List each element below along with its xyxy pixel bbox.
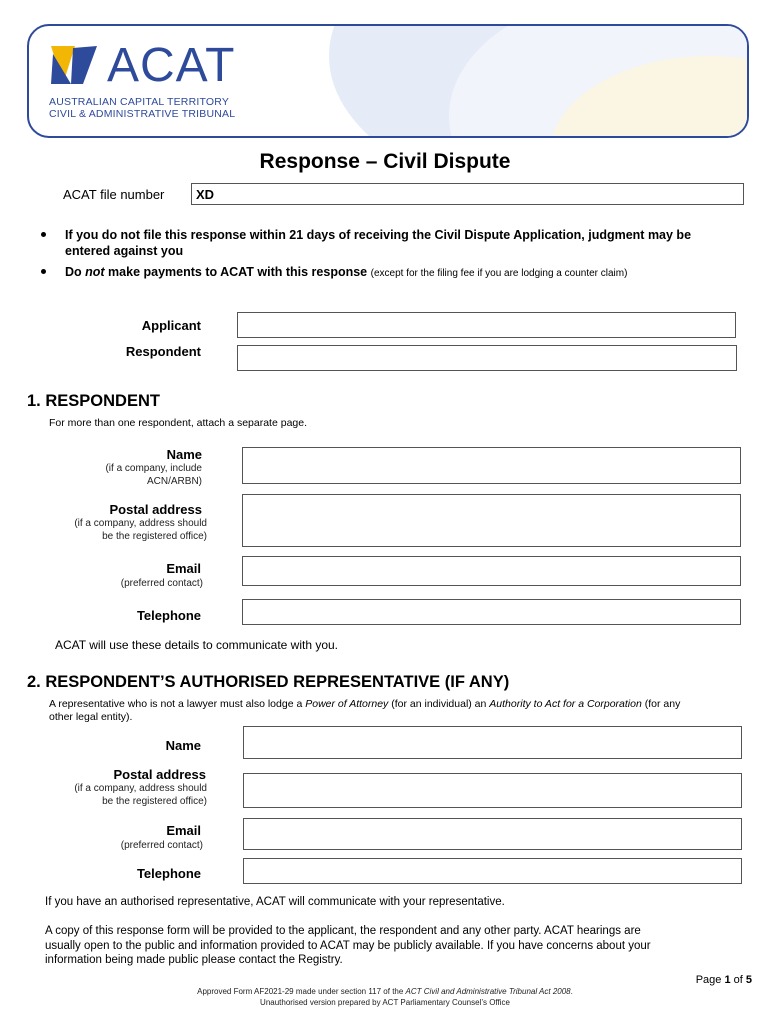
copy-notice-line1: A copy of this response form will be provided to the applicant, the respondent and any other party. ACAT hearings are [45,925,641,937]
copy-notice-line3: information being made public please contact the Registry. [45,954,343,966]
logo-subtitle [49,96,235,120]
s1-name-hint-line1: (if a company, include [105,463,202,474]
footer-line1b: ACT Civil and Administrative Tribunal Act 2008 [405,987,571,996]
header-banner [27,24,749,138]
s2-postal-field[interactable] [243,773,742,808]
respondent-field[interactable] [237,345,737,371]
bullet-payment-post: make payments to ACAT with this response [104,265,368,279]
section2-footer-note: If you have an authorised representative, ACAT will communicate with your representative. [45,896,505,908]
bullet-payment-pre: Do [65,265,86,279]
footer-line1a: Approved Form AF2021-29 made under section 117 of the [197,987,406,996]
page-number-middle: of [730,974,746,986]
s2-email-hint: (preferred contact) [120,840,203,851]
s2-name-field[interactable] [243,726,742,759]
acat-logo-icon [49,44,101,88]
s2-email-label: Email [166,823,201,838]
applicant-label: Applicant [141,318,201,333]
bullet-payment-note: (except for the filing fee if you are lodging a counter claim) [370,268,628,279]
s2-telephone-field[interactable] [243,858,742,884]
s1-postal-label: Postal address [109,502,202,517]
section2-intro-b: Power of Attorney [305,698,389,710]
s2-email-field[interactable] [243,818,742,850]
section2-heading: 2. RESPONDENT’S AUTHORISED REPRESENTATIVE (IF ANY) [27,673,510,691]
s1-postal-hint-line1: (if a company, address should [74,518,207,529]
s2-name-label: Name [165,738,201,753]
logo-wordmark: ACAT [107,39,236,92]
footer [0,986,770,1008]
s2-telephone-label: Telephone [136,866,201,881]
respondent-label: Respondent [125,344,201,359]
page-number-prefix: Page [695,974,725,986]
s1-email-hint: (preferred contact) [120,578,203,589]
file-number-value: XD [196,187,215,202]
s1-name-field[interactable] [242,447,741,484]
logo-subtitle-line2: CIVIL & ADMINISTRATIVE TRIBUNAL [49,108,236,120]
section2-intro-d: Authority to Act for a Corporation [489,698,642,710]
applicant-field[interactable] [237,312,736,338]
file-number-label: ACAT file number [63,187,165,202]
section2-intro-c: (for an individual) an [388,698,490,710]
bullet-icon [41,269,46,274]
bullet-payment-text [65,265,755,279]
s2-postal-hint-line2: be the registered office) [102,796,207,807]
s1-name-label: Name [166,447,202,462]
section2-intro-a: A representative who is not a lawyer must also lodge a [49,698,306,710]
section1-heading: 1. RESPONDENT [27,392,160,410]
copy-notice-line2: usually open to the public and information provided to ACAT may be publicly available. If you have concerns about your [45,939,651,952]
bullet-payment-em: not [85,265,105,279]
logo-subtitle-line1: AUSTRALIAN CAPITAL TERRITORY [49,96,230,108]
s1-email-label: Email [166,561,201,576]
s1-postal-hint-line2: be the registered office) [102,531,207,542]
section2-intro [49,698,759,724]
page-number-total: 5 [745,974,752,986]
s2-postal-hint-line1: (if a company, address should [74,783,207,794]
s1-postal-field[interactable] [242,494,741,547]
copy-notice [45,924,765,968]
bullet-warning-text: If you do not file this response within 21 days of receiving the Civil Dispute Application, judgment may be entered against you [65,228,692,258]
page-title: Response – Civil Dispute [259,150,511,173]
section1-intro: For more than one respondent, attach a separate page. [49,417,308,429]
s1-name-hint-line2: ACN/ARBN) [146,476,202,487]
section2-intro-f: other legal entity). [49,711,133,723]
file-number-field[interactable] [191,183,744,205]
footer-line1 [0,986,770,997]
page-number [696,974,752,986]
footer-line2: Unauthorised version prepared by ACT Parliamentary Counsel’s Office [260,998,510,1007]
page-number-current: 1 [724,974,731,986]
s2-postal-hint [20,782,207,808]
section2-intro-e: (for any [641,698,681,710]
bullet-icon [41,232,46,237]
s1-telephone-label: Telephone [136,608,201,623]
s2-postal-label: Postal address [113,767,206,782]
section1-footer-note: ACAT will use these details to communicate with you. [55,638,339,652]
s1-name-hint [20,462,202,488]
s1-telephone-field[interactable] [242,599,741,625]
footer-line1c: . [570,987,573,996]
s1-email-field[interactable] [242,556,741,586]
s1-postal-hint [20,517,207,543]
